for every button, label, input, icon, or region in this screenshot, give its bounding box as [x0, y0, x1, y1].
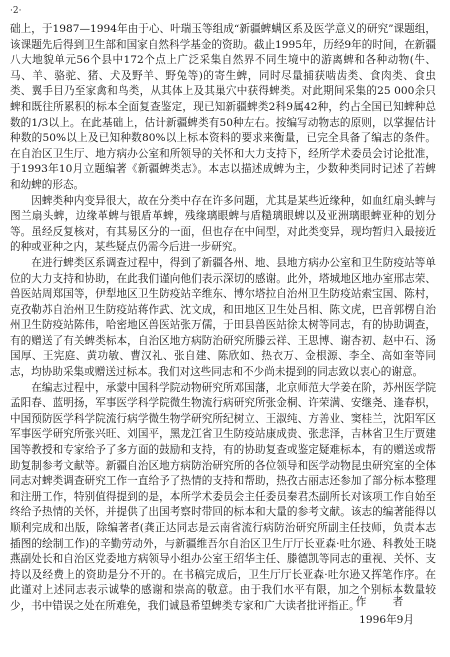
paragraph-2: 因蜱类种内变异很大，故在分类中存在许多问题，尤其是某些近缘种，如血红扇头蜱与图兰扇头蜱，边缘革蜱与银盾革蜱，残缘璃眼蜱与盾糙璃眼蜱以及亚洲璃眼蜱亚种的划分等。虽经反复核对，有其易区分的一面，但也存在中间型，对此类变异，现均暂归入最接近的种或亚种之内，某些疑点仍需今后进一步研究。: [10, 194, 436, 254]
signature-date: 1996年9月: [359, 614, 414, 626]
signature-author: 作者: [355, 596, 430, 608]
signature-block: [294, 593, 430, 629]
paragraph-1: 础上，于1987—1994年由于心、叶瑞玉等组成“新疆蜱螨区系及医学意义的研究”课题组，该课题先后得到卫生部和国家自然科学基金的资助。截止1995年，历经9年的时间，在新疆八大地貌单元56个县中172个点上广泛采集自然界不同生境中的游离蜱和各种动物(牛、马、羊、骆驼、猪、犬及野羊、野兔等)的寄生蜱，同时尽量捕获啮齿类、食肉类、食虫类、翼手目乃至家禽和鸟类，从其体上及其巢穴中获得蜱类。对此期间采集的25 000余只蜱和既往所累积的标本全面复查鉴定，现已知新疆蜱类2科9属42种，约占全国已知蜱种总数的1/3以上。在此基础上，估计新疆蜱类有50种左右。按编写动物志的原则，以掌握估计种数的50%以上及已知种数80%以上标本资料的要求来衡量，已完全具备了编志的条件。在自治区卫生厅、地方病办公室和所领导的关怀和大力支持下，经所学术委员会讨论批准，于1993年10月立题编著《新疆蜱类志》。本志以描述成蜱为主，少数种类同时记述了若蜱和幼蜱的形态。: [10, 23, 436, 191]
body-text: [10, 22, 436, 615]
paragraph-3: 在进行蜱类区系调查过程中，得到了新疆各州、地、县地方病办公室和卫生防疫站等单位的大力支持和协助，在此我们谨向他们表示深切的感谢。此外，塔城地区地办室邢志荣、兽医站周郑国等，伊犁地区卫生防疫站辛维东、博尔塔拉自治州卫生防疫站索宝国、陈村，克孜勒苏自治州卫生防疫站蒋作武、沈文成，和田地区卫生处吕相、陈文虎，巴音郭楞自治州卫生防疫站陈伟，哈密地区兽医站张万儒，于田县兽医站徐太树等同志，有的协助调查，有的赠送了有关蜱类标本，自治区地方病防治研究所滕云祥、王思博、谢杏初、赵中石、汤国厚、王宪庭、黄功敏、曹汉礼、张自建、陈欣如、热衣万、金根源、李全、高如奎等同志，均协助采集或赠送过标本。我们对这些同志和不少尚未提到的同志致以衷心的谢意。: [10, 256, 436, 379]
page-header-mark: ·2·: [10, 6, 22, 16]
paragraph-4: 在编志过程中，承蒙中国科学院动物研究所邓国藩，北京师范大学姜在阶，苏州医学院孟阳春、蓝明扬，军事医学科学院微生物流行病研究所张金桐、许荣满、安继尧、逢春枳，中国预防医学科学院流行病学微生物学研究所纪树立、王淑纯、方善业、窦桂兰，沈阳军区军事医学研究所张兴旺、刘国平，黑龙江省卫生防疫站康成贵、张悲泽，吉林省卫生厅贾建国等教授和专家给予了多方面的鼓励和支持，有的协助复查或鉴定疑难标本，有的赠送或帮助复制参考文献等。新疆自治区地方病防治研究所的各位领导和医学动物昆虫研究室的全体同志对蜱类调查研究工作一直给予了热情的支持和帮助，热孜古丽志还参加了部分标本整理和注册工作，特别值得提到的是，本所学术委员会主任委员秦君杰副所长对该项工作自始至终给予热情的关怀，并提供了出国考察时带回的标本和大量的参考文献。该志的编著能得以顺利完成和出版，除编著者(龚正达同志是云南省流行病防治研究所副主任技师，负责本志插图的绘制工作)的辛勤劳动外，与新疆维吾尔自治区卫生厅厅长亚森·吐尔逊、科教处王晓燕副处长和自治区党委地方病领导小组办公室王绍华主任、滕德凯等同志的重视、关怀、支持以及经费上的资助是分不开的。在书稿完成后，卫生厅厅长亚森·吐尔逊又挥笔作序。在此谨对上述同志表示诚挚的感谢和崇高的敬意。由于我们水平有限，加之个别标本数量较少，书中错误之处在所难免，我们诚恳希望蜱类专家和广大读者批评指正。: [10, 381, 436, 612]
